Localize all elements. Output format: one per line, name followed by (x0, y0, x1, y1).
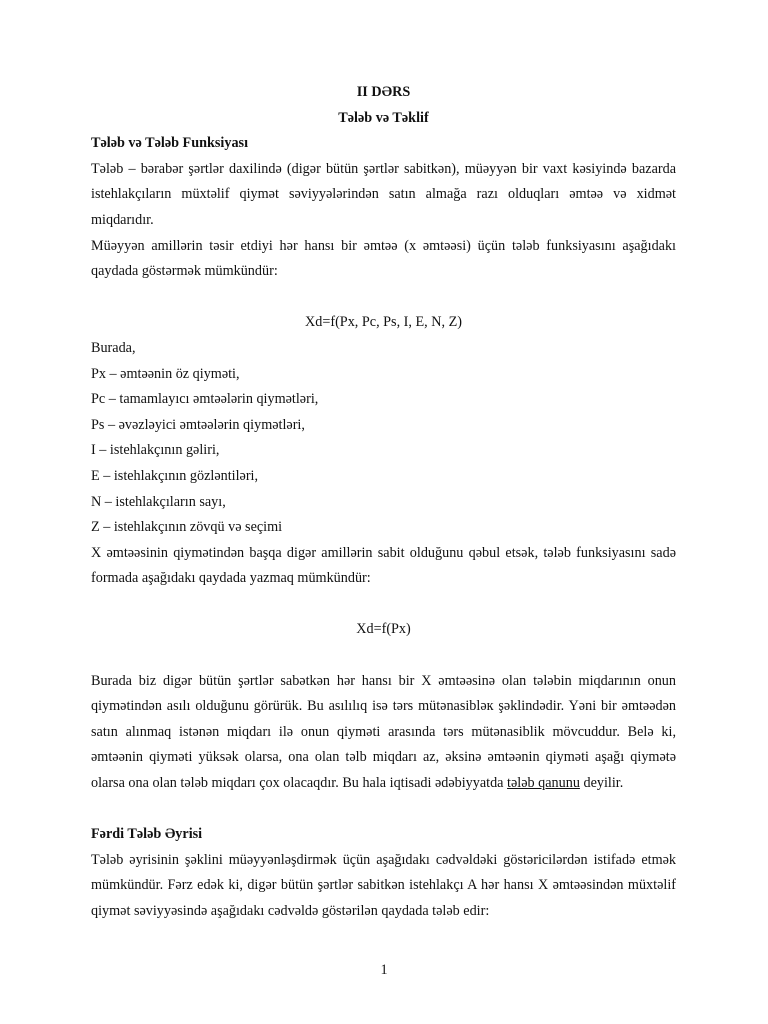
variable-item: Pc – tamamlayıcı əmtəələrin qiymətləri, (91, 391, 319, 408)
topic-title: Tələb və Təklif (338, 109, 429, 126)
law-of-demand-term: tələb qanunu (507, 775, 580, 792)
paragraph-demand-function-intro: Müəyyən amillərin təsir etdiyi hər hansı bir əmtəə (x əmtəəsi) üçün tələb funksiyasını aşağıdakı qaydada göstərmək mümkündür: (91, 237, 676, 280)
formula-simple-demand: Xd=f(Px) (356, 621, 411, 638)
formula-full-demand: Xd=f(Px, Pc, Ps, I, E, N, Z) (305, 314, 462, 331)
label-burada: Burada, (91, 339, 136, 356)
paragraph-law-of-demand (91, 669, 676, 797)
blank-line (91, 797, 676, 823)
paragraph-simple-form-intro: X əmtəəsinin qiymətindən başqa digər amillərin sabit olduğunu qəbul etsək, tələb funksiyasını sadə formada aşağıdakı qaydada yazmaq mümkündür: (91, 544, 676, 587)
blank-line (91, 592, 676, 618)
page-number: 1 (380, 962, 388, 978)
variable-item: Z – istehlakçının zövqü və seçimi (91, 519, 283, 536)
paragraph-demand-definition: Tələb – bərabər şərtlər daxilində (digər bütün şərtlər sabitkən), müəyyən bir vaxt kəsiyində bazarda istehlakçıların müxtəlif qiymət səviyyələrindən satın almağa razı olduqları əmtəə və xidmət miqdarıdır. (91, 160, 676, 228)
law-text-before: Burada biz digər bütün şərtlər sabətkən hər hansı bir X əmtəəsinə olan tələbin miqdarının onun qiymətindən asılı olduğunu görürük. Bu asılılıq isə tərs mütənasibləк şəklindədir. Yəni bir əmtəədən satın alınmaq istənən miqdarı ilə onun qiyməti arasında tərs mütənasiblik mövcuddur. Belə ki, əmtəənin qiyməti yüksək olarsa, ona olan təlb miqdarı az, əksinə əmtəənin qiyməti aşağı qiymətə olarsa ona olan tələb miqdarı çox olacaqdır. Bu hala iqtisadi ədəbiyyatda (91, 672, 676, 792)
law-text-after: deyilir. (579, 775, 624, 792)
blank-line (91, 285, 676, 311)
section-heading-demand-function: Tələb və Tələb Funksiyası (91, 135, 249, 152)
paragraph-demand-curve-intro: Tələb əyrisinin şəklini müəyyənləşdirmək üçün aşağıdakı cədvəldəki göstəricilərdən istifadə etmək mümkündür. Fərz edək ki, digər bütün şərtlər sabitkən istehlakçı A hər hansı X əmtəəsindən müxtəlif qiymət səviyyəsində aşağıdakı cədvəldə göstərilən qaydada tələb edir: (91, 851, 676, 919)
section-heading-individual-demand-curve: Fərdi Tələb Əyrisi (91, 826, 203, 843)
lesson-title: II DƏRS (356, 84, 411, 100)
variable-item: Px – əmtəənin öz qiyməti, (91, 365, 240, 382)
blank-line (91, 643, 676, 669)
variable-item: N – istehlakçıların sayı, (91, 493, 226, 510)
variable-item: I – istehlakçının gəliri, (91, 442, 220, 459)
variable-item: E – istehlakçının gözləntiləri, (91, 467, 259, 484)
document-page (91, 80, 676, 925)
variable-item: Ps – əvəzləyici əmtəələrin qiymətləri, (91, 416, 305, 433)
